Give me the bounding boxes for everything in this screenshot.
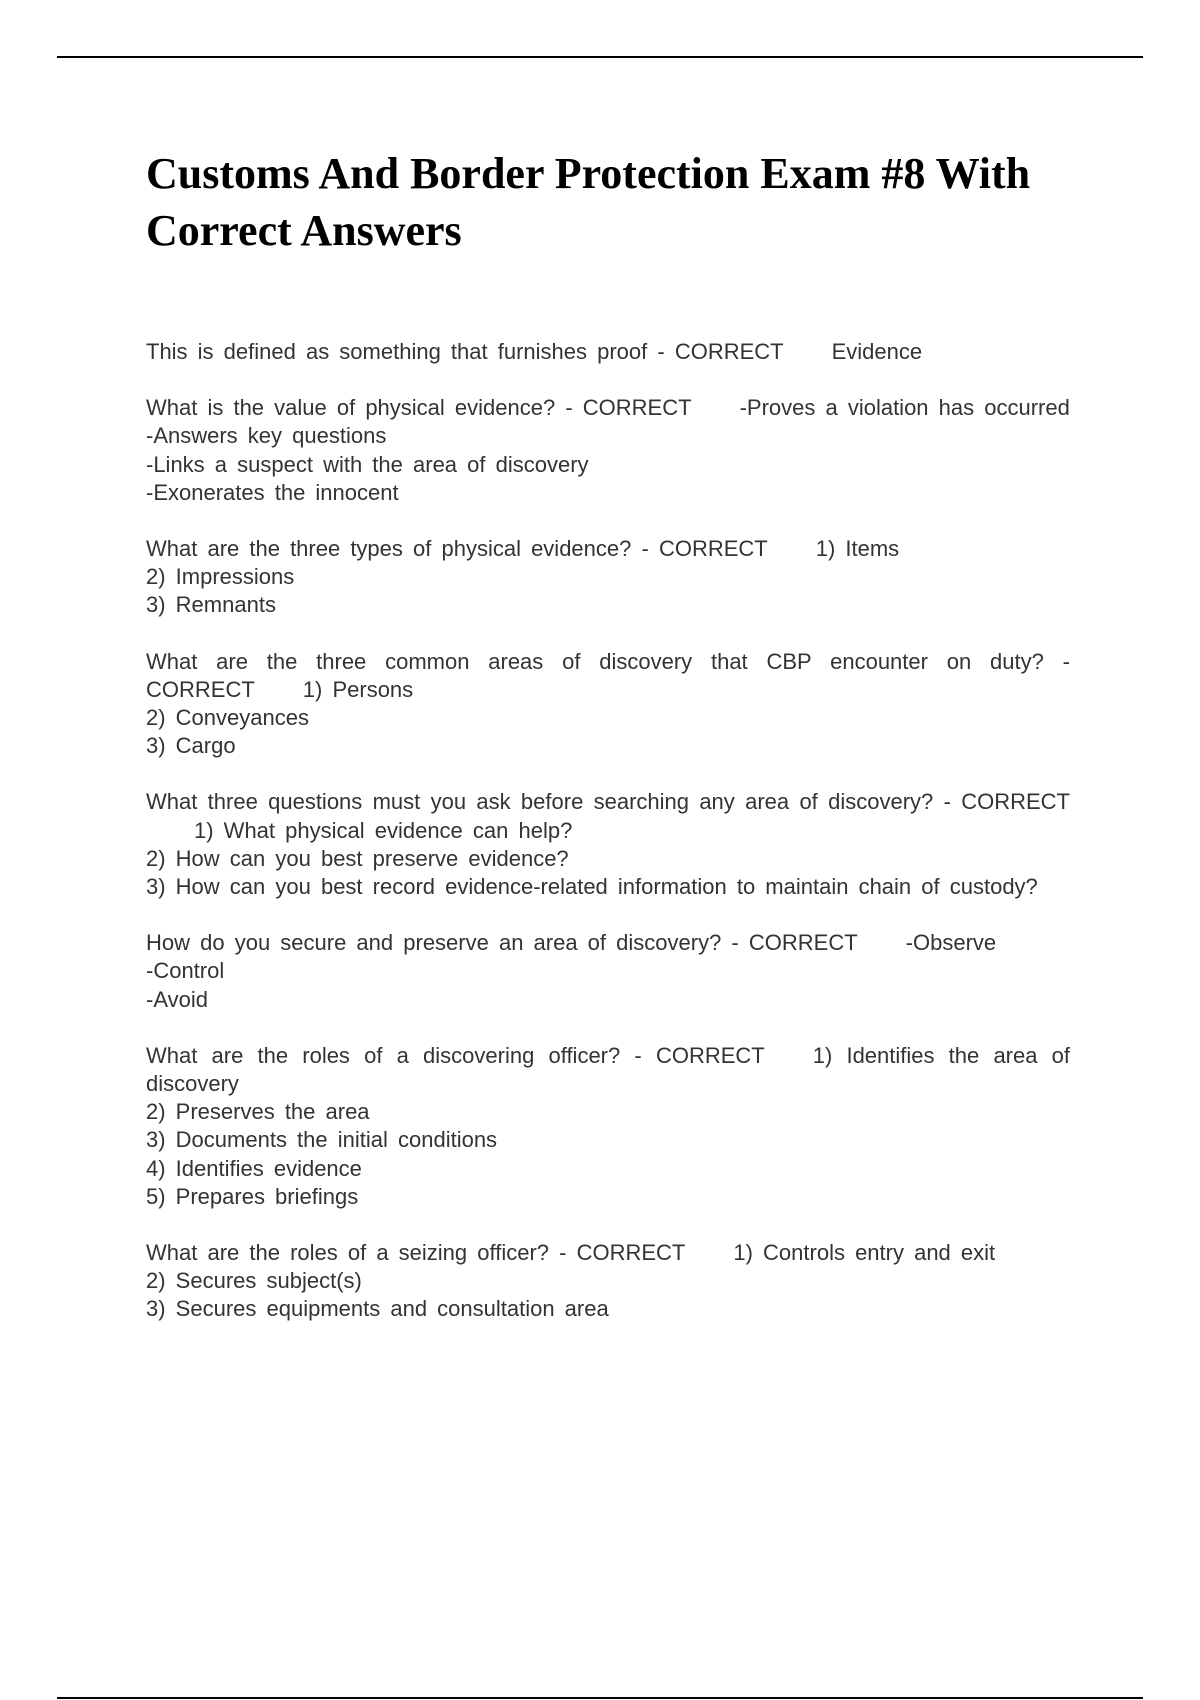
answer-line: 2) How can you best preserve evidence? — [146, 845, 569, 871]
qa-question-line — [146, 929, 1070, 957]
answer-line: 3) Documents the initial conditions — [146, 1127, 498, 1153]
answer-text: 1) What physical evidence can help? — [194, 817, 573, 843]
answer-line: -Answers key questions — [146, 423, 387, 449]
answer-line: -Avoid — [146, 986, 208, 1012]
answer-line: 2) Conveyances — [146, 705, 309, 731]
answer-line: 4) Identifies evidence — [146, 1155, 362, 1181]
answer-line: 2) Secures subject(s) — [146, 1268, 362, 1294]
qa-question-line — [146, 394, 1070, 422]
qa-question-line — [146, 338, 1070, 366]
question-text: What is the value of physical evidence? - — [146, 395, 573, 421]
question-text: What are the three common areas of discovery that CBP encounter on duty? - — [146, 648, 1070, 674]
qa-list — [146, 338, 1070, 1352]
correct-marker: CORRECT — [146, 676, 255, 702]
qa-question-line — [146, 648, 1070, 704]
correct-marker: CORRECT — [658, 536, 768, 562]
correct-marker: CORRECT — [655, 1042, 765, 1068]
question-text: What are the three types of physical evidence? - — [146, 536, 649, 562]
correct-marker: CORRECT — [582, 395, 692, 421]
answer-line: 3) Cargo — [146, 733, 236, 759]
qa-item — [146, 648, 1070, 761]
document-title: Customs And Border Protection Exam #8 With Correct Answers — [146, 149, 1031, 255]
answer-line: -Links a suspect with the area of discovery — [146, 451, 589, 477]
qa-item — [146, 788, 1070, 901]
qa-item — [146, 394, 1070, 507]
answer-text: -Proves a violation has occurred — [739, 395, 1070, 421]
correct-marker: CORRECT — [576, 1240, 686, 1266]
question-text: This is defined as something that furnishes proof - — [146, 339, 665, 364]
answer-text: 1) Controls entry and exit — [733, 1240, 996, 1266]
qa-item — [146, 338, 1070, 366]
question-text: What are the roles of a seizing officer? - — [146, 1240, 567, 1266]
answer-line: -Exonerates the innocent — [146, 479, 399, 505]
question-text: How do you secure and preserve an area of discovery? - — [146, 930, 739, 956]
question-text: What are the roles of a discovering officer? - — [146, 1042, 642, 1068]
correct-marker: CORRECT — [674, 339, 784, 364]
correct-marker: CORRECT — [961, 789, 1070, 815]
answer-line: 5) Prepares briefings — [146, 1183, 359, 1209]
answer-text: 1) Persons — [302, 676, 414, 702]
answer-line: 3) Remnants — [146, 592, 276, 618]
question-text: What three questions must you ask before searching any area of discovery? - — [146, 789, 951, 815]
answer-line: 2) Impressions — [146, 564, 295, 590]
qa-question-line — [146, 535, 1070, 563]
qa-question-line — [146, 1042, 1070, 1098]
qa-item — [146, 1239, 1070, 1324]
qa-item — [146, 1042, 1070, 1211]
bottom-rule — [57, 1697, 1143, 1699]
qa-item — [146, 535, 1070, 620]
qa-question-line — [146, 1239, 1070, 1267]
answer-line: 3) Secures equipments and consultation area — [146, 1296, 609, 1322]
qa-question-line — [146, 788, 1070, 844]
top-rule — [57, 56, 1143, 58]
answer-text: -Observe — [905, 930, 997, 956]
correct-marker: CORRECT — [748, 930, 858, 956]
answer-line: 2) Preserves the area — [146, 1099, 370, 1125]
answer-text: 1) Items — [815, 536, 900, 562]
answer-line: 3) How can you best record evidence-related information to maintain chain of custody? — [146, 874, 1038, 900]
answer-line: -Control — [146, 958, 225, 984]
answer-text: 1) Identifies the area of discovery — [146, 1042, 1070, 1097]
answer-text: Evidence — [831, 339, 923, 364]
qa-item — [146, 929, 1070, 1014]
